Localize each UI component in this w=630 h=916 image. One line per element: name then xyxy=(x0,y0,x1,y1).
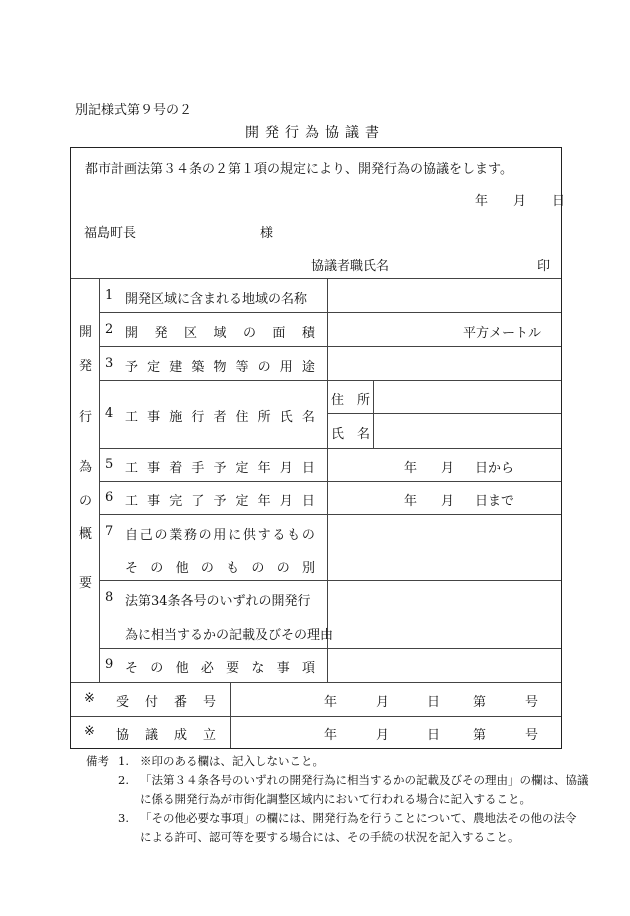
end-year: 年 xyxy=(404,494,418,509)
row-line xyxy=(99,648,561,649)
agreement-year: 年 xyxy=(324,728,338,743)
row-line xyxy=(99,448,561,449)
col-line xyxy=(327,278,328,682)
date-day: 日 xyxy=(552,194,566,209)
item-number: 6 xyxy=(105,490,114,505)
item-label-contractor: 工 事 施 行 者 住 所 氏 名 xyxy=(125,410,315,425)
row-line xyxy=(99,312,561,313)
agreement-no-suffix: 号 xyxy=(525,728,539,743)
item-label-end-date: 工 事 完 了 予 定 年 月 日 xyxy=(125,494,315,509)
item-number: 2 xyxy=(105,322,114,337)
side-label-char: 開 xyxy=(79,325,93,340)
receipt-no-prefix: 第 xyxy=(473,695,487,710)
item-number: 7 xyxy=(105,524,114,539)
seal-mark: 印 xyxy=(537,259,551,274)
row-line xyxy=(71,716,561,717)
sub-label-address: 住 所 xyxy=(331,393,371,408)
item-number: 9 xyxy=(105,657,114,672)
item-label-own-use-2: そ の 他 の も の の 別 xyxy=(125,561,315,576)
row-line xyxy=(99,380,561,381)
item-label-art34-2: 為に相当するかの記載及びその理由 xyxy=(125,628,334,643)
start-year: 年 xyxy=(404,461,418,476)
form-box xyxy=(70,147,566,749)
row-line xyxy=(99,514,561,515)
item-number: 3 xyxy=(105,356,114,371)
receipt-no-suffix: 号 xyxy=(525,695,539,710)
col-line xyxy=(99,278,100,682)
col-line xyxy=(230,682,231,748)
row-line xyxy=(99,346,561,347)
start-suffix: 日から xyxy=(475,461,515,476)
side-label-char: の xyxy=(79,494,93,509)
note-number: 1. xyxy=(118,754,129,768)
receipt-year: 年 xyxy=(324,695,338,710)
item-label-own-use: 自 己 の 業 務 の 用 に 供 す る も の xyxy=(125,528,315,543)
sub-label-name: 氏 名 xyxy=(331,427,371,442)
note-text: に係る開発行為が市街化調整区域内において行われる場合に記入すること。 xyxy=(140,792,531,806)
document-title: 開発行為協議書 xyxy=(245,125,385,141)
side-label-char: 要 xyxy=(79,576,93,591)
note-text: 「その他必要な事項」の欄には、開発行為を行うことについて、農地法その他の法令 xyxy=(140,811,577,825)
applicant-label: 協議者職氏名 xyxy=(311,259,390,274)
date-year: 年 xyxy=(475,194,489,209)
row-line xyxy=(99,580,561,581)
end-suffix: 日まで xyxy=(475,494,515,509)
item-label-start-date: 工 事 着 手 予 定 年 月 日 xyxy=(125,461,315,476)
notes-prefix: 備考 xyxy=(86,754,109,768)
form-id: 別記様式第９号の２ xyxy=(75,103,193,118)
end-month: 月 xyxy=(441,494,455,509)
agreement-label: 協 議 成 立 xyxy=(116,728,216,743)
col-line xyxy=(373,380,374,448)
side-label-char: 発 xyxy=(79,359,93,374)
receipt-number-label: 受 付 番 号 xyxy=(116,695,216,710)
addressee: 福島町長 xyxy=(84,226,137,241)
agreement-month: 月 xyxy=(376,728,390,743)
note-number: 3. xyxy=(118,811,129,825)
item-number: 1 xyxy=(105,288,114,303)
start-month: 月 xyxy=(441,461,455,476)
note-text: による許可、認可等を要する場合には、その手続の状況を記入すること。 xyxy=(140,830,520,844)
item-label-area-name: 開発区域に含まれる地域の名称 xyxy=(125,292,308,307)
item-number: 8 xyxy=(105,590,114,605)
row-line xyxy=(327,413,561,414)
mark-asterisk: ※ xyxy=(84,724,95,739)
area-unit: 平方メートル xyxy=(463,326,542,341)
date-month: 月 xyxy=(513,194,527,209)
side-label-char: 概 xyxy=(79,527,93,542)
intro-statement: 都市計画法第３４条の２第１項の規定により、開発行為の協議をします。 xyxy=(85,162,513,177)
item-label-building-use: 予 定 建 築 物 等 の 用 途 xyxy=(125,360,315,375)
receipt-month: 月 xyxy=(376,695,390,710)
note-number: 2. xyxy=(118,773,129,787)
mark-asterisk: ※ xyxy=(84,691,95,706)
item-label-art34: 法第34条各号のいずれの開発行 xyxy=(125,594,311,609)
side-label-char: 為 xyxy=(79,460,93,475)
side-label-char: 行 xyxy=(79,410,93,425)
item-label-area-size: 開 発 区 域 の 面 積 xyxy=(125,326,315,341)
intro-divider xyxy=(71,278,561,279)
agreement-day: 日 xyxy=(427,728,441,743)
row-line xyxy=(71,682,561,683)
item-number: 4 xyxy=(105,406,114,421)
note-text: 「法第３４条各号のいずれの開発行為に相当するかの記載及びその理由」の欄は、協議 xyxy=(140,773,589,787)
receipt-day: 日 xyxy=(427,695,441,710)
note-text: ※印のある欄は、記入しないこと。 xyxy=(140,754,324,768)
item-label-other: そ の 他 必 要 な 事 項 xyxy=(125,661,315,676)
item-number: 5 xyxy=(105,457,114,472)
row-line xyxy=(99,481,561,482)
agreement-no-prefix: 第 xyxy=(473,728,487,743)
honorific: 様 xyxy=(260,226,274,241)
